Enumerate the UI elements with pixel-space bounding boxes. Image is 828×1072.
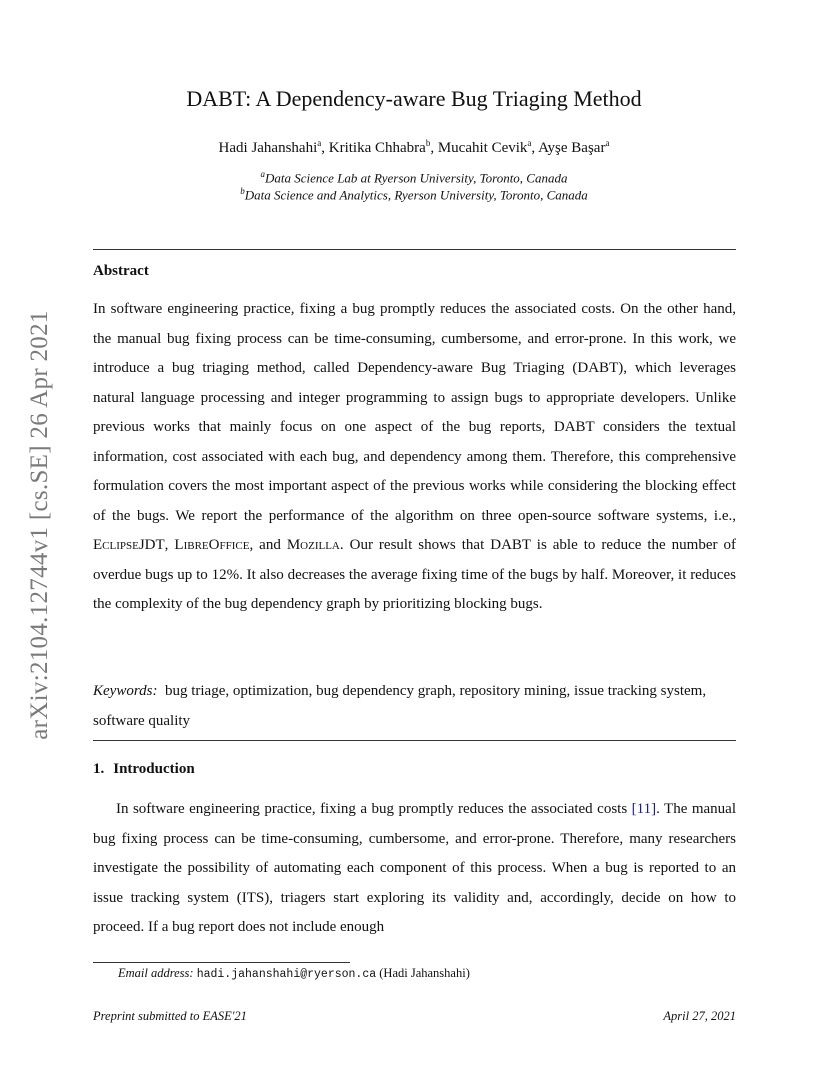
software-system-name: EclipseJDT	[93, 537, 165, 553]
affiliation-a	[0, 169, 828, 186]
author-affiliation-mark: a	[317, 138, 322, 148]
keywords-label: Keywords:	[93, 683, 158, 699]
abstract-separator: , and	[249, 537, 287, 553]
affiliation-text: Data Science and Analytics, Ryerson University, Toronto, Canada	[244, 187, 588, 203]
footnote	[118, 966, 470, 981]
affiliation-b	[0, 186, 828, 203]
affiliation-text: Data Science Lab at Ryerson University, Toronto, Canada	[265, 170, 568, 186]
abstract-text-part: . Our result shows that DABT is able to reduce the number of overdue bugs up to 12%. It also decreases the average fixing time of the bugs by half. Moreover, it reduces the complexity of the bug dependency graph by prioritizing blocking bugs.	[93, 537, 736, 612]
abstract-heading: Abstract	[93, 263, 149, 279]
email-label: Email address:	[118, 966, 194, 980]
author-name: Hadi Jahanshahi	[218, 140, 318, 156]
email-address[interactable]: hadi.jahanshahi@ryerson.ca	[196, 968, 377, 981]
keywords-text: bug triage, optimization, bug dependency graph, repository mining, issue tracking system, software quality	[93, 683, 707, 729]
affiliation-mark: b	[240, 186, 245, 196]
abstract-text-part: In software engineering practice, fixing a bug promptly reduces the associated costs. On the other hand, the manual bug fixing process can be time-consuming, cumbersome, and error-prone. In this work, we introduce a bug triaging method, called Dependency-aware Bug Triaging (DABT), which leverages natural language processing and integer programming to assign bugs to appropriate developers. Unlike previous works that mainly focus on one aspect of the bug reports, DABT considers the textual information, cost associated with each bug, and dependency among them. Therefore, this comprehensive formulation covers the most important aspect of the previous works while considering the blocking effect of the bugs. We report the performance of the algorithm on three open-source software systems, i.e.,	[93, 301, 736, 524]
email-owner: (Hadi Jahanshahi)	[379, 966, 470, 980]
section-number: 1.	[93, 761, 105, 777]
paper-title: DABT: A Dependency-aware Bug Triaging Method	[186, 86, 642, 111]
author-affiliation-mark: a	[605, 138, 610, 148]
abstract-text	[93, 295, 736, 620]
author-affiliation-mark: a	[527, 138, 532, 148]
citation-link[interactable]: [11]	[631, 801, 657, 817]
introduction-paragraph	[93, 795, 736, 943]
paragraph-text: . The manual bug fixing process can be time-consuming, cumbersome, and error-prone. Therefore, many researchers investigate the possibility of automating each component of this process. When a bug is reported to an issue tracking system (ITS), triagers start exploring its validity and, accordingly, decide on how to proceed. If a bug report does not include enough	[93, 801, 736, 935]
abstract-top-rule	[93, 249, 736, 250]
section-heading-introduction	[93, 761, 195, 778]
keywords	[93, 677, 736, 736]
author-name: Kritika Chhabra	[328, 140, 426, 156]
abstract-separator: ,	[164, 537, 175, 553]
author-name: Ayşe Başar	[538, 140, 606, 156]
section-title: Introduction	[113, 761, 195, 777]
software-system-name: LibreOffice	[174, 537, 250, 553]
author-list: Hadi Jahanshahi$^a$, Kritika Chhabra$^b$, Mucahit Cevik$^a$, Ayşe Başar$^a$	[218, 138, 610, 156]
arxiv-identifier-stamp: arXiv:2104.12744v1 [cs.SE] 26 Apr 2021	[26, 310, 53, 740]
footer-date: April 27, 2021	[663, 1009, 736, 1023]
abstract-bottom-rule	[93, 740, 736, 741]
software-system-name: Mozilla	[286, 537, 340, 553]
preprint-note: Preprint submitted to EASE'21	[93, 1009, 247, 1023]
author-affiliation-mark: b	[425, 138, 431, 148]
paragraph-text: In software engineering practice, fixing a bug promptly reduces the associated costs	[116, 801, 632, 817]
affiliation-mark: a	[260, 169, 265, 179]
author-name: Mucahit Cevik	[437, 140, 528, 156]
footnote-rule	[93, 962, 350, 963]
